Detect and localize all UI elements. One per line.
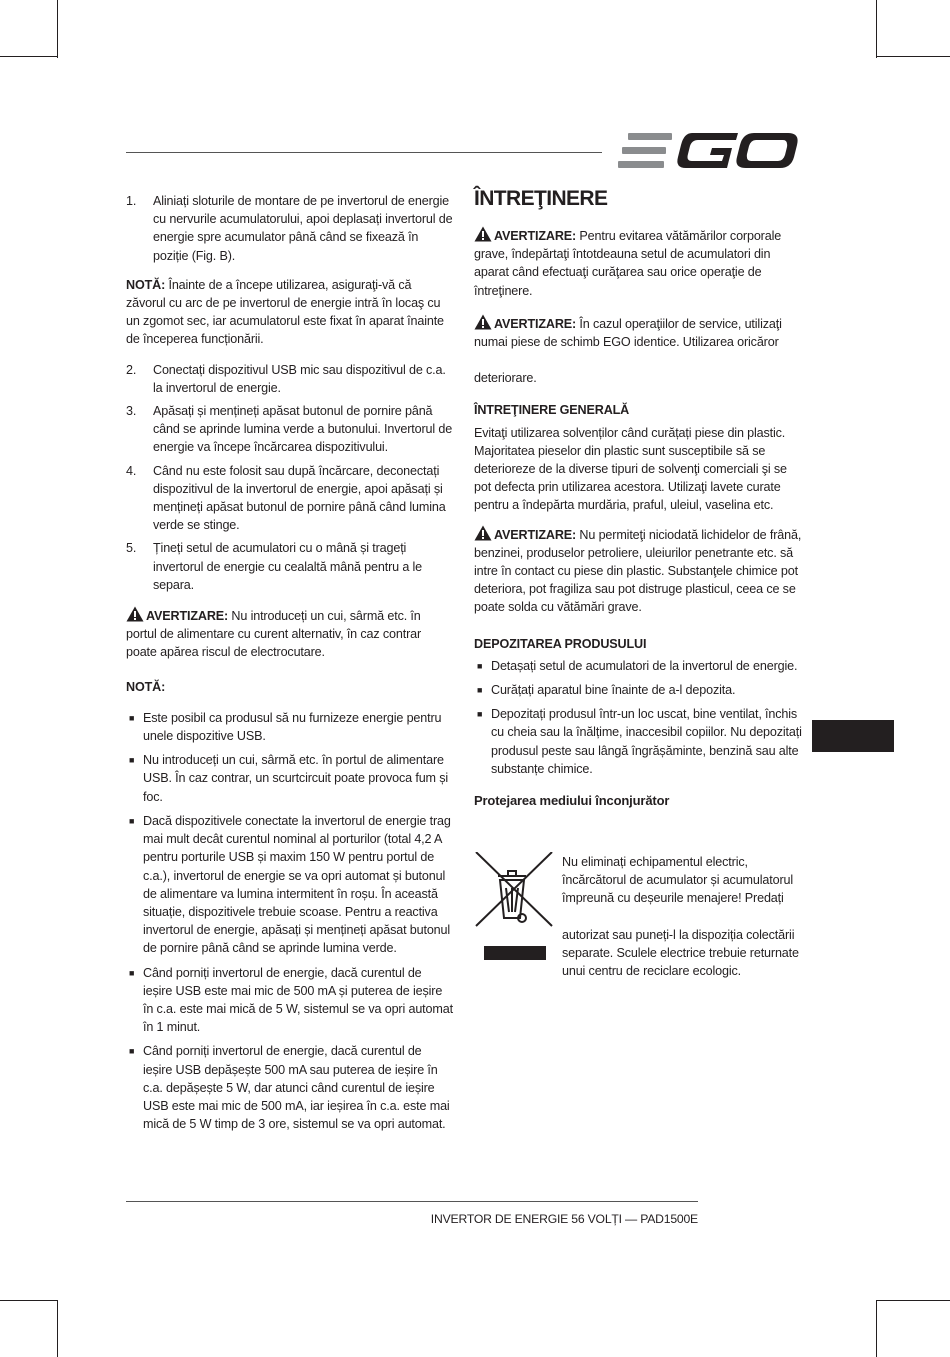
step-number: 3.	[126, 404, 137, 419]
warning-spare-parts-tail: deteriorare.	[474, 371, 537, 386]
environment-text-1: Nu eliminați echipamentul electric, încărcătorul de acumulator și acumulatorul împreună cu deșeurile menajere! Predați	[562, 855, 793, 906]
environment-heading: Protejarea mediului înconjurător	[474, 793, 670, 809]
warning-battery-removal	[474, 226, 804, 300]
step-text: Țineți setul de acumulatori cu o mână și trageți invertorul de energie cu cealaltă mână pentru a le separa.	[153, 541, 423, 592]
crossed-bin-icon	[474, 852, 554, 962]
crop-mark	[0, 56, 58, 57]
bullet-icon: ■	[129, 815, 135, 826]
warning-icon	[474, 226, 492, 242]
step-2	[126, 361, 454, 397]
maintenance-heading: ÎNTREŢINERE	[474, 187, 608, 210]
note-label: NOTĂ:	[126, 277, 166, 292]
step-4	[126, 462, 454, 535]
step-number: 1.	[126, 194, 137, 208]
list-item-text: Este posibil ca produsul să nu furnizeze energie pentru unele dispozitive USB.	[143, 710, 442, 744]
list-item	[474, 681, 804, 699]
step-5	[126, 539, 454, 594]
step-text: Conectați dispozitivul USB mic sau dispozitivul de c.a. la invertorul de energie.	[153, 362, 446, 395]
step-3	[126, 402, 454, 457]
warning-label: AVERTIZARE:	[146, 609, 229, 624]
bullet-icon: ■	[129, 712, 135, 723]
list-item-text: Depozitați produsul într-un loc uscat, bine ventilat, închis cu cheia sau la înălțime, inaccesibil copiilor. Nu depozitați produsul peste sau lângă îngrășăminte, benzină sau alte substanțe chimice.	[491, 707, 802, 776]
header-rule	[126, 152, 602, 153]
list-item-text: Când porniți invertorul de energie, dacă curentul de ieșire USB este mai mic de 500 mA și puterea de ieșire în c.a. este mai mică de 5 W, sistemul se va opri automat în 1 minut.	[143, 965, 453, 1035]
step-number: 5.	[126, 541, 137, 556]
warning-spare-parts	[474, 314, 804, 351]
warning-label: AVERTIZARE:	[494, 527, 577, 542]
note-text: Înainte de a începe utilizarea, asiguraţi-vă că zăvorul cu arc de pe invertorul de energie intră în locaş cu un zgomot sec, iar acumulatorul este fixat în aparat înainte de începerea funcționării.	[126, 277, 444, 347]
step-text: Când nu este folosit sau după încărcare, deconectați dispozitivul de la invertorul de energie, apoi apăsați și mențineți apăsat butonul de pornire până când lumina verde se stinge.	[153, 463, 446, 533]
crop-mark	[876, 56, 950, 57]
list-item	[126, 812, 454, 958]
warning-ac-port	[126, 606, 454, 662]
list-item-text: Când porniți invertorul de energie, dacă curentul de ieșire USB depășește 500 mA sau puterea de ieșire în c.a. depășește 5 W, dar atunci când curentul de ieșire USB este mai mic de 500 mA, iar ieșirea în c.a. este mai mică de 5 W timp de 3 ore, sistemul se va opri automat.	[143, 1044, 450, 1132]
list-item-text: Dacă dispozitivele conectate la invertorul de energie trag mai mult decât curentul nominal al porturilor (total 4,2 A pentru porturile USB și maxim 150 W pentru portul de c.a.), invertorul de energie se va opri automat și butonul de alimentare va lumina intermitent în roșu. În această situație, dispozitivele trebuie scoase. Pentru a reactiva invertorul de energie, apăsați și mențineți apăsat butonul de pornire până când se aprinde lumina verde.	[143, 813, 451, 956]
warning-label: AVERTIZARE:	[494, 229, 577, 243]
bullet-icon: ■	[129, 967, 135, 978]
list-item-text: Nu introduceți un cui, sârmă etc. în portul de alimentare USB. În caz contrar, un scurtcircuit poate provoca fum și foc.	[143, 753, 449, 804]
step-number: 2.	[126, 362, 137, 377]
language-tab	[812, 720, 894, 752]
crop-mark	[876, 1300, 877, 1357]
list-item	[126, 964, 454, 1037]
bullet-icon: ■	[129, 755, 135, 766]
bullet-icon: ■	[129, 1046, 135, 1057]
footer-rule	[126, 1201, 698, 1202]
warning-icon	[474, 314, 492, 330]
footer-title: INVERTOR DE ENERGIE 56 VOLȚI — PAD1500E	[430, 1212, 698, 1226]
crop-mark	[57, 0, 58, 58]
bullet-icon: ■	[477, 709, 483, 720]
note-2-heading: NOTĂ:	[126, 679, 166, 694]
list-item	[474, 657, 804, 675]
list-item	[126, 1042, 454, 1133]
environment-text-2: autorizat sau puneți-l la dispoziția colectării separate. Sculele electrice trebuie returnate unui centru de reciclare ecologic.	[562, 927, 799, 979]
step-1	[126, 192, 454, 265]
crop-mark	[0, 1300, 58, 1301]
warning-icon	[126, 606, 144, 622]
general-maintenance-heading: ÎNTREŢINERE GENERALĂ	[474, 403, 630, 418]
crop-mark	[876, 1300, 950, 1301]
warning-text: În cazul operaţiilor de service, utilizaţi numai piese de schimb EGO identice. Utilizarea oricăror	[474, 316, 782, 350]
environment-text	[562, 853, 806, 980]
warning-text: Nu introduceți un cui, sârmă etc. în portul de alimentare cu curent alternativ, în caz contrar poate apărea riscul de electrocutare.	[126, 609, 422, 660]
warning-label: AVERTIZARE:	[494, 316, 577, 331]
note-1	[126, 276, 454, 349]
crop-mark	[57, 1300, 58, 1357]
general-maintenance-text: Evitaţi utilizarea solvenților când curățați piese din plastic. Majoritatea pieselor din plastic sunt susceptibile să se deterioreze de la diverse tipuri de solvenţi comerciali şi se pot defecta prin utilizarea acestora. Utilizaţi lavete curate pentru a îndepărta murdăria, praful, uleiul, vaselina etc.	[474, 425, 787, 513]
step-number: 4.	[126, 463, 137, 478]
warning-chemicals	[474, 525, 804, 617]
left-column	[126, 192, 454, 1139]
warning-text: Nu permiteţi niciodată lichidelor de frână, benzinei, produselor petroliere, uleiurilor penetrante etc. să intre în contact cu piese din plastic. Substanţele chimice pot deteriora, pot fragiliza sau pot distruge plasticul, ceea ce se poate solda cu vătămări grave.	[474, 527, 802, 615]
step-text: Aliniați sloturile de montare de pe invertorul de energie cu nervurile acumulatorului, apoi deplasați invertorul de energie spre acumulator până când se fixează în poziție (Fig. B).	[153, 194, 453, 263]
bullet-icon: ■	[477, 660, 483, 671]
ego-logo	[618, 130, 800, 172]
step-text: Apăsați și mențineți apăsat butonul de pornire până când se aprinde lumina verde a butonului. Invertorul de energie va începe încărcarea dispozitivului.	[153, 404, 453, 455]
crop-mark	[876, 0, 877, 58]
list-item	[126, 751, 454, 806]
warning-icon	[474, 525, 492, 541]
bullet-icon: ■	[477, 685, 483, 696]
list-item-text: Curățați aparatul bine înainte de a-l depozita.	[491, 683, 736, 698]
list-item-text: Detașați setul de acumulatori de la invertorul de energie.	[491, 658, 798, 673]
list-item	[126, 709, 454, 745]
storage-heading: DEPOZITAREA PRODUSULUI	[474, 636, 647, 651]
warning-text: Pentru evitarea vătămărilor corporale grave, îndepărtaţi întotdeauna setul de acumulatori din aparat când efectuaţi curăţarea sau orice operaţie de întreţinere.	[474, 229, 782, 298]
list-item	[474, 705, 804, 778]
right-column	[474, 186, 804, 814]
